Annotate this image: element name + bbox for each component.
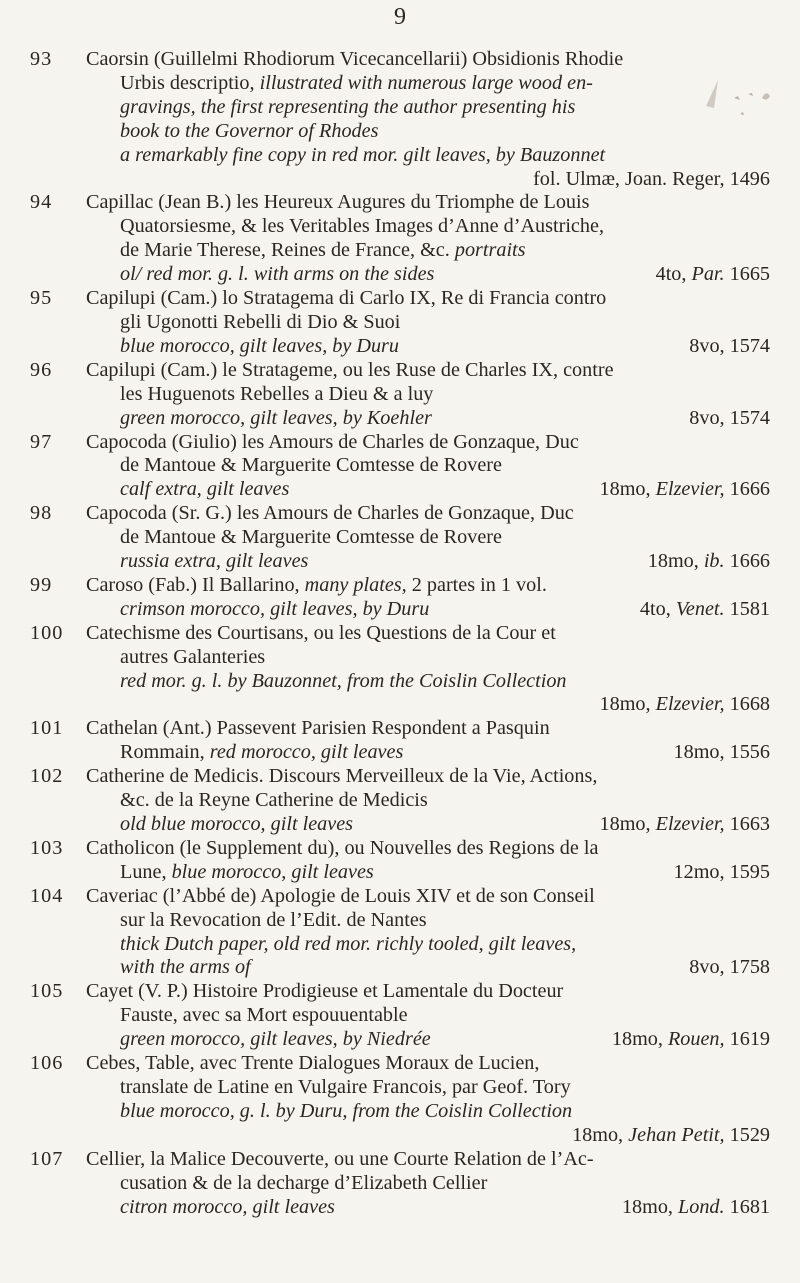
entry-binding-line [86, 956, 770, 980]
binding-description: green morocco, gilt leaves, by Niedrée [120, 1028, 431, 1051]
entry-line [86, 1172, 770, 1196]
entry-line [86, 287, 770, 311]
entry-line-text: red mor. g. l. by Bauzonnet, from the Coislin Collection [120, 669, 567, 692]
entry-binding-line [86, 478, 770, 502]
entry-number: 94 [30, 191, 53, 214]
entry-binding-line [86, 335, 770, 359]
edition-details: 8vo, 1574 [689, 406, 770, 429]
entry-line-text: de Marie Therese, Reines de France, &c. portraits [120, 239, 526, 262]
entry-binding-line [86, 407, 770, 431]
entry-line-text: de Mantoue & Marguerite Comtesse de Rovere [120, 526, 502, 549]
binding-description: with the arms of [120, 956, 251, 979]
entry-line-text: Cellier, la Malice Decouverte, ou une Courte Relation de l’Ac- [86, 1147, 594, 1170]
binding-description: green morocco, gilt leaves, by Koehler [120, 406, 432, 429]
entry-number: 105 [30, 980, 64, 1003]
entry-line-text: Caroso (Fab.) Il Ballarino, many plates, 2 partes in 1 vol. [86, 573, 547, 596]
entry-number: 98 [30, 502, 53, 525]
entry-line [86, 120, 770, 144]
entry-line [86, 909, 770, 933]
entry-line [86, 789, 770, 813]
entry-line [86, 837, 770, 861]
entry-line [86, 765, 770, 789]
entry-line [86, 359, 770, 383]
entry-line-text: Cathelan (Ant.) Passevent Parisien Respondent a Pasquin [86, 717, 550, 740]
catalogue-entry [30, 837, 770, 885]
edition-details: 8vo, 1574 [689, 334, 770, 357]
entry-line [86, 215, 770, 239]
edition-details: 4to, Venet. 1581 [639, 597, 770, 620]
entry-line [86, 96, 770, 120]
entry-number: 95 [30, 287, 53, 310]
entry-line [86, 48, 770, 72]
entry-line [86, 383, 770, 407]
binding-description: russia extra, gilt leaves [120, 550, 309, 573]
entry-line-text: de Mantoue & Marguerite Comtesse de Rovere [120, 454, 502, 477]
entry-binding-line [86, 861, 770, 885]
entry-binding-line [86, 263, 770, 287]
entry-line [86, 431, 770, 455]
entry-line [86, 144, 770, 168]
entry-line-text: Quatorsiesme, & les Veritables Images d’Anne d’Austriche, [120, 215, 604, 238]
entry-number: 96 [30, 358, 53, 381]
entry-number: 102 [30, 765, 64, 788]
entry-binding-line [86, 550, 770, 574]
entry-number: 104 [30, 884, 64, 907]
edition-details: fol. Ulmæ, Joan. Reger, 1496 [533, 167, 770, 190]
entry-binding-line [86, 168, 770, 192]
entry-line [86, 311, 770, 335]
page-number: 9 [394, 4, 406, 30]
entry-binding-line [86, 741, 770, 765]
entry-line [86, 646, 770, 670]
entry-line-text: gli Ugonotti Rebelli di Dio & Suoi [120, 310, 401, 333]
entry-binding-line [86, 1028, 770, 1052]
entry-line-text: Caveriac (l’Abbé de) Apologie de Louis XIV et de son Conseil [86, 884, 595, 907]
entry-line [86, 1100, 770, 1124]
entry-line-text: Capocoda (Sr. G.) les Amours de Charles de Gonzaque, Duc [86, 502, 574, 525]
binding-description: old blue morocco, gilt leaves [120, 813, 354, 835]
catalogue-entry [30, 431, 770, 503]
entry-line [86, 980, 770, 1004]
catalogue-entries [30, 48, 770, 1219]
entry-number: 93 [30, 48, 53, 70]
entry-number: 101 [30, 717, 64, 740]
entry-line-text: blue morocco, g. l. by Duru, from the Coislin Collection [120, 1099, 573, 1122]
edition-details: 18mo, Elzevier, 1668 [599, 693, 770, 716]
entry-line [86, 1052, 770, 1076]
binding-description: ol/ red mor. g. l. with arms on the sides [120, 263, 435, 286]
binding-description: Rommain, red morocco, gilt leaves [120, 741, 404, 764]
entry-line [86, 1148, 770, 1172]
entry-binding-line [86, 693, 770, 717]
entry-line [86, 454, 770, 478]
catalogue-entry [30, 359, 770, 431]
catalogue-entry [30, 1148, 770, 1220]
entry-line [86, 502, 770, 526]
entry-line-text: Catholicon (le Supplement du), ou Nouvelles des Regions de la [86, 836, 599, 859]
catalogue-entry [30, 885, 770, 981]
binding-description: crimson morocco, gilt leaves, by Duru [120, 597, 430, 620]
edition-details: 18mo, 1556 [673, 741, 770, 764]
edition-details: 4to, Par. 1665 [655, 263, 770, 286]
entry-line [86, 239, 770, 263]
entry-line-text: autres Galanteries [120, 645, 266, 668]
edition-details: 18mo, Rouen, 1619 [611, 1028, 770, 1051]
entry-line-text: Catechisme des Courtisans, ou les Questions de la Cour et [86, 621, 556, 644]
entry-line [86, 717, 770, 741]
entry-line [86, 670, 770, 694]
entry-line-text: Cayet (V. P.) Histoire Prodigieuse et Lamentale du Docteur [86, 980, 564, 1003]
entry-line-text: Caorsin (Guillelmi Rhodiorum Vicecancellarii) Obsidionis Rhodie [86, 48, 624, 70]
entry-line-text: les Huguenots Rebelles a Dieu & a luy [120, 382, 434, 405]
catalogue-entry [30, 574, 770, 622]
entry-line-text: translate de Latine en Vulgaire Francois, par Geof. Tory [120, 1075, 571, 1098]
entry-line-text: book to the Governor of Rhodes [120, 119, 379, 142]
entry-line [86, 72, 770, 96]
edition-details: 12mo, 1595 [673, 860, 770, 883]
catalogue-entry [30, 191, 770, 287]
entry-line-text: Urbis descriptio, illustrated with numerous large wood en- [120, 71, 593, 94]
binding-description: Lune, blue morocco, gilt leaves [120, 860, 374, 883]
entry-line-text: Capillac (Jean B.) les Heureux Augures du Triomphe de Louis [86, 191, 590, 214]
binding-description: citron morocco, gilt leaves [120, 1195, 335, 1218]
edition-details: 18mo, ib. 1666 [647, 550, 770, 573]
catalogue-entry [30, 48, 770, 191]
entry-line-text: Cebes, Table, avec Trente Dialogues Moraux de Lucien, [86, 1052, 540, 1075]
entry-number: 106 [30, 1052, 64, 1075]
entry-binding-line [86, 1124, 770, 1148]
entry-line-text: Fauste, avec sa Mort espouuentable [120, 1004, 408, 1027]
entry-number: 103 [30, 836, 64, 859]
entry-line-text: thick Dutch paper, old red mor. richly tooled, gilt leaves, [120, 932, 577, 955]
edition-details: 18mo, Elzevier, 1663 [599, 813, 770, 835]
binding-description: blue morocco, gilt leaves, by Duru [120, 334, 400, 357]
edition-details: 18mo, Elzevier, 1666 [599, 478, 770, 501]
edition-details: 8vo, 1758 [689, 956, 770, 979]
catalogue-entry [30, 502, 770, 574]
catalogue-entry [30, 980, 770, 1052]
catalogue-entry [30, 287, 770, 359]
entry-line-text: Capilupi (Cam.) lo Stratagema di Carlo IX, Re di Francia contro [86, 287, 607, 310]
entry-line-text: cusation & de la decharge d’Elizabeth Cellier [120, 1171, 488, 1194]
entry-line-text: a remarkably fine copy in red mor. gilt leaves, by Bauzonnet [120, 143, 606, 166]
edition-details: 18mo, Lond. 1681 [621, 1195, 770, 1218]
catalogue-entry [30, 765, 770, 837]
entry-number: 99 [30, 573, 53, 596]
entry-binding-line [86, 1196, 770, 1220]
entry-line [86, 1076, 770, 1100]
entry-line-text: Capilupi (Cam.) le Stratageme, ou les Ruse de Charles IX, contre [86, 358, 614, 381]
entry-number: 97 [30, 430, 53, 453]
entry-number: 100 [30, 621, 64, 644]
entry-line [86, 622, 770, 646]
catalogue-entry [30, 622, 770, 718]
entry-line-text: &c. de la Reyne Catherine de Medicis [120, 789, 428, 812]
entry-line [86, 574, 770, 598]
entry-line [86, 933, 770, 957]
edition-details: 18mo, Jehan Petit, 1529 [572, 1123, 770, 1146]
entry-binding-line [86, 813, 770, 837]
binding-description: calf extra, gilt leaves [120, 478, 290, 501]
catalogue-entry [30, 1052, 770, 1148]
catalogue-entry [30, 717, 770, 765]
entry-line-text: gravings, the first representing the author presenting his [120, 95, 576, 118]
entry-line [86, 526, 770, 550]
entry-binding-line [86, 598, 770, 622]
entry-line-text: Capocoda (Giulio) les Amours de Charles de Gonzaque, Duc [86, 430, 579, 453]
entry-line [86, 191, 770, 215]
entry-line [86, 885, 770, 909]
entry-line-text: sur la Revocation de l’Edit. de Nantes [120, 908, 427, 931]
entry-number: 107 [30, 1147, 64, 1170]
entry-line [86, 1004, 770, 1028]
entry-line-text: Catherine de Medicis. Discours Merveilleux de la Vie, Actions, [86, 765, 598, 788]
